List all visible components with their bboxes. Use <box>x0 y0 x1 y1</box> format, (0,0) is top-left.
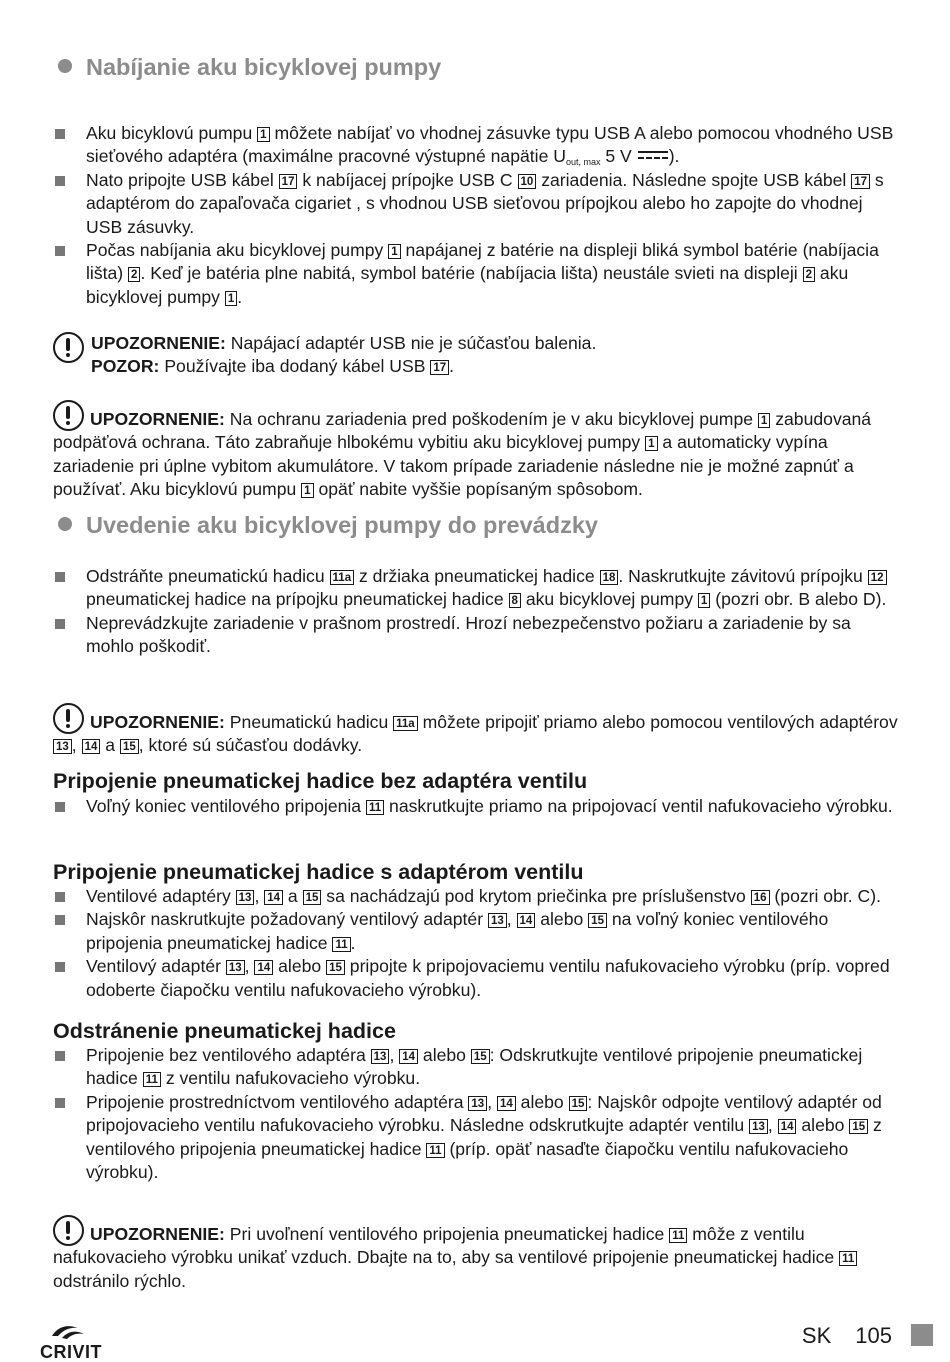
part-reference: 14 <box>517 913 536 928</box>
part-reference: 15 <box>120 739 139 754</box>
part-reference: 11 <box>143 1072 161 1087</box>
page-number: 105 <box>855 1323 892 1348</box>
warning-exclamation-icon <box>53 1215 84 1246</box>
part-reference: 11 <box>669 1228 687 1243</box>
bullet-square <box>55 619 65 629</box>
part-reference: 15 <box>471 1049 490 1064</box>
list-item: Pripojenie bez ventilového adaptéra 13 , 14 alebo 15 : Odskrutkujte ventilové pripojenie pneumatickej hadice 11 z ventilu nafukovacieho výrobku. <box>53 1044 898 1091</box>
page-footer <box>802 1322 892 1350</box>
bullet-square <box>55 129 65 139</box>
part-reference: 13 <box>226 960 245 975</box>
part-reference: 11a <box>330 570 355 585</box>
part-reference: 18 <box>600 570 619 585</box>
part-reference: 1 <box>225 291 237 306</box>
part-reference: 13 <box>236 890 255 905</box>
part-reference: 15 <box>326 960 345 975</box>
part-reference: 14 <box>778 1119 797 1134</box>
part-reference: 15 <box>849 1119 868 1134</box>
part-reference: 14 <box>497 1096 516 1111</box>
part-reference: 1 <box>257 127 269 142</box>
list-item: Pripojenie prostredníctvom ventilového adaptéra 13 , 14 alebo 15 : Najskôr odpojte ventilový adaptér od pripojovacieho ventilu nafukovacieho výrobku. Následne odskrutkujte adaptér ventilu 13 , 14 alebo 15 z ventilového pripojenia pneumatickej hadice 11 (príp. opäť nasaďte čiapočku ventilu nafukovacieho výrobku). <box>53 1091 898 1185</box>
part-reference: 13 <box>371 1049 390 1064</box>
list-item: Najskôr naskrutkujte požadovaný ventilový adaptér 13 , 14 alebo 15 na voľný koniec ventilového pripojenia pneumatickej hadice 11 . <box>53 908 898 955</box>
with-adapter-steps-list <box>53 885 898 1002</box>
bullet-square <box>55 246 65 256</box>
notice-air-escape: UPOZORNENIE: Pri uvoľnení ventilového pripojenia pneumatickej hadice 11 môže z ventilu nafukovacieho výrobku unikať vzduch. Dbajte na to, aby sa ventilové pripojenie pneumatickej hadice 11 odstránilo rýchlo. <box>53 1215 898 1293</box>
list-item: Aku bicyklovú pumpu 1 môžete nabíjať vo vhodnej zásuvke typu USB A alebo pomocou vhodného USB sieťového adaptéra (maximálne pracovné výstupné napätie $U_{out, max}$ 5 V ). <box>53 122 898 169</box>
charging-steps-list <box>53 122 898 309</box>
language-code: SK <box>801 1323 832 1348</box>
bullet-square <box>55 892 65 902</box>
brand-logo <box>40 1322 110 1362</box>
part-reference: 14 <box>399 1049 418 1064</box>
subsection-title-removal: Odstránenie pneumatickej hadice <box>53 1019 396 1043</box>
section-title-operation: Uvedenie aku bicyklovej pumpy do prevádzky <box>58 510 598 540</box>
notice-hose-connection: UPOZORNENIE: Pneumatickú hadicu 11a môžete pripojiť priamo alebo pomocou ventilových adaptérov 13 , 14 a 15 , ktoré sú súčasťou dodávky. <box>53 703 898 758</box>
dc-symbol-icon <box>638 151 668 161</box>
part-reference: 17 <box>851 174 870 189</box>
notice-usb-adapter: UPOZORNENIE: Napájací adaptér USB nie je súčasťou balenia. POZOR: Používajte iba dodaný kábel USB 17 . <box>53 332 898 379</box>
no-adapter-steps-list <box>53 795 898 818</box>
part-reference: 8 <box>509 593 521 608</box>
part-reference: 10 <box>518 174 537 189</box>
list-item: Odstráňte pneumatickú hadicu 11a z držiaka pneumatickej hadice 18 . Naskrutkujte závitovú prípojku 12 pneumatickej hadice na prípojku pneumatickej hadice 8 aku bicyklovej pumpy 1 (pozri obr. B alebo D). <box>53 565 898 612</box>
part-reference: 1 <box>645 436 657 451</box>
part-reference: 13 <box>749 1119 768 1134</box>
brand-swoosh-icon <box>48 1322 88 1342</box>
part-reference: 17 <box>430 360 449 375</box>
bullet-dot <box>58 59 72 73</box>
part-reference: 13 <box>488 913 507 928</box>
part-reference: 2 <box>803 267 815 282</box>
list-item: Ventilový adaptér 13 , 14 alebo 15 pripojte k pripojovaciemu ventilu nafukovacieho výrobku (príp. vopred odoberte čiapočku ventilu nafukovacieho výrobku). <box>53 955 898 1002</box>
part-reference: 14 <box>264 890 283 905</box>
part-reference: 15 <box>569 1096 588 1111</box>
removal-steps-list <box>53 1044 898 1184</box>
subsection-title-no-adapter: Pripojenie pneumatickej hadice bez adaptéra ventilu <box>53 769 588 793</box>
notice-undervoltage-protection: UPOZORNENIE: Na ochranu zariadenia pred poškodením je v aku bicyklovej pumpe 1 zabudovaná podpäťová ochrana. Táto zabraňuje hlbokému vybitiu aku bicyklovej pumpy 1 a automaticky vypína zariadenie pri úplne vybitom akumulátore. V takom prípade zariadenie následne nie je možné zapnúť a používať. Aku bicyklovú pumpu 1 opäť nabite vyššie popísaným spôsobom. <box>53 400 898 502</box>
bullet-dot <box>58 517 72 531</box>
page-marker-tab <box>911 1324 933 1346</box>
bullet-square <box>55 802 65 812</box>
part-reference: 14 <box>254 960 273 975</box>
part-reference: 11 <box>839 1251 857 1266</box>
part-reference: 2 <box>128 267 140 282</box>
part-reference: 13 <box>53 739 72 754</box>
bullet-square <box>55 176 65 186</box>
part-reference: 13 <box>468 1096 487 1111</box>
part-reference: 1 <box>698 593 710 608</box>
part-reference: 1 <box>388 244 400 259</box>
part-reference: 11 <box>366 800 384 815</box>
part-reference: 17 <box>279 174 298 189</box>
part-reference: 1 <box>301 483 313 498</box>
part-reference: 12 <box>868 570 887 585</box>
brand-wordmark: CRIVIT <box>40 1342 103 1362</box>
part-reference: 11 <box>332 937 350 952</box>
warning-exclamation-icon <box>53 400 84 431</box>
part-reference: 11a <box>393 716 418 731</box>
part-reference: 11 <box>426 1143 444 1158</box>
warning-exclamation-icon <box>53 332 84 363</box>
part-reference: 16 <box>751 890 770 905</box>
part-reference: 14 <box>82 739 101 754</box>
list-item: Voľný koniec ventilového pripojenia 11 naskrutkujte priamo na pripojovací ventil nafukovacieho výrobku. <box>53 795 898 818</box>
list-item: Ventilové adaptéry 13 , 14 a 15 sa nachádzajú pod krytom priečinka pre príslušenstvo 16 (pozri obr. C). <box>53 885 898 908</box>
list-item: Neprevádzkujte zariadenie v prašnom prostredí. Hrozí nebezpečenstvo požiaru a zariadenie by sa mohlo poškodiť. <box>53 612 898 659</box>
list-item: Počas nabíjania aku bicyklovej pumpy 1 napájanej z batérie na displeji bliká symbol batérie (nabíjacia lišta) 2 . Keď je batéria plne nabitá, symbol batérie (nabíjacia lišta) neustále svieti na displeji 2 aku bicyklovej pumpy 1 . <box>53 239 898 309</box>
warning-exclamation-icon <box>53 703 84 734</box>
part-reference: 15 <box>303 890 322 905</box>
bullet-square <box>55 915 65 925</box>
operation-steps-list <box>53 565 898 659</box>
section-title-charging: Nabíjanie aku bicyklovej pumpy <box>58 52 441 82</box>
bullet-square <box>55 962 65 972</box>
part-reference: 15 <box>588 913 607 928</box>
list-item: Nato pripojte USB kábel 17 k nabíjacej prípojke USB C 10 zariadenia. Následne spojte USB kábel 17 s adaptérom do zapaľovača cigariet , s vhodnou USB sieťovou prípojkou alebo ho zapojte do vhodnej USB zásuvky. <box>53 169 898 239</box>
bullet-square <box>55 1098 65 1108</box>
part-reference: 1 <box>758 413 770 428</box>
subsection-title-with-adapter: Pripojenie pneumatickej hadice s adaptérom ventilu <box>53 860 584 884</box>
bullet-square <box>55 1051 65 1061</box>
bullet-square <box>55 572 65 582</box>
